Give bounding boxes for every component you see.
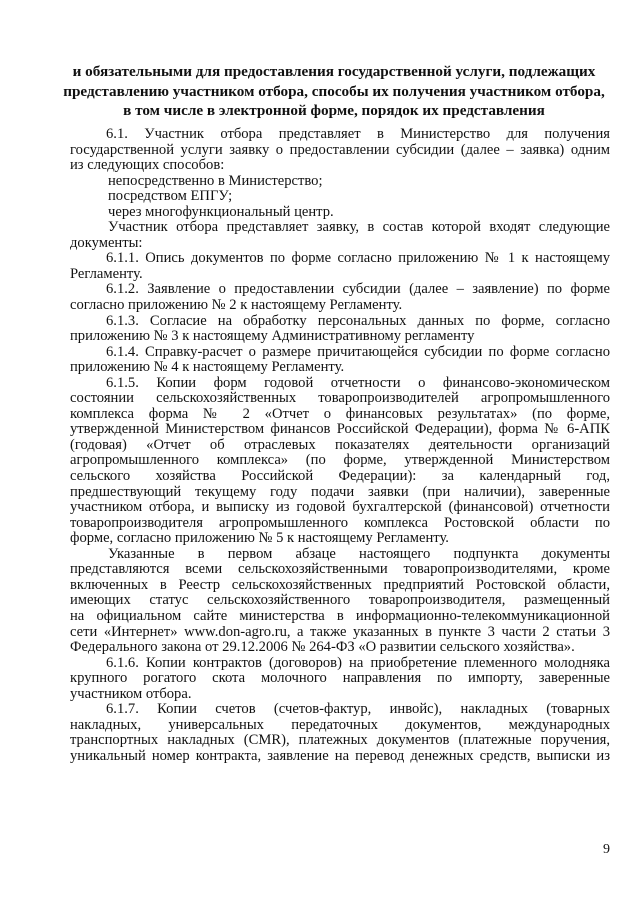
text-line: сети «Интернет» www.don-agro.ru, а также указанных в пункте 3 части 2 статьи 3 (70, 624, 610, 640)
text-line: транспортных накладных (CMR), платежных документов (платежные поручения, (70, 733, 610, 749)
text-line: крупного рогатого скота молочного направления по импорту, заверенные (70, 671, 610, 687)
text-line: государственной услуги заявку о предоставлении субсидии (далее – заявка) одним (70, 142, 610, 158)
text-line: Указанные в первом абзаце настоящего подпункта документы (108, 546, 610, 562)
text-line: 6.1. Участник отбора представляет в Министерство для получения (106, 127, 610, 142)
text-line: уникальный номер контракта, заявление на перевод денежных средств, выписки из (70, 748, 610, 764)
text-line: предшествующий текущему году подачи заявки (при наличии), заверенные (70, 484, 610, 500)
page-number: 9 (603, 842, 610, 857)
text-line: 6.1.5. Копии форм годовой отчетности о финансово-экономическом (106, 375, 610, 391)
document-body (70, 127, 610, 764)
text-line: Участник отбора представляет заявку, в состав которой входят следующие (108, 220, 610, 236)
text-line: непосредственно в Министерство; (108, 172, 323, 189)
text-line: посредством ЕПГУ; (108, 188, 233, 205)
text-line: накладных, универсальных передаточных документов, международных (70, 717, 610, 733)
heading-line-3: в том числе в электронной форме, порядок их представления (123, 102, 545, 119)
text-line: имеющих статус сельскохозяйственного товаропроизводителя, размещенный (70, 593, 610, 609)
text-line: состоянии сельскохозяйственных товаропроизводителей агропромышленного (70, 391, 610, 407)
text-line: участником отбора. (70, 685, 192, 702)
text-line: комплекса форма № 2 «Отчет о финансовых результатах» (по форме, (70, 406, 610, 422)
text-line: сельского хозяйства Российской Федерации): за календарный год, (70, 469, 610, 485)
text-line: 6.1.3. Согласие на обработку персональных данных по форме, согласно (106, 313, 610, 329)
text-line: товаропроизводителя агропромышленного комплекса Ростовской области по (70, 515, 610, 531)
text-line: 6.1.4. Справку-расчет о размере причитающейся субсидии по форме согласно (106, 344, 610, 360)
heading-line-1: и обязательными для предоставления государственной услуги, подлежащих (72, 63, 596, 80)
text-line: 6.1.7. Копии счетов (счетов-фактур, инвойс), накладных (товарных (106, 702, 610, 718)
text-line: через многофункциональный центр. (108, 203, 334, 220)
text-line: 6.1.6. Копии контрактов (договоров) на приобретение племенного молодняка (106, 655, 610, 671)
text-line: включенных в Реестр сельскохозяйственных предприятий Ростовской области, (70, 577, 610, 593)
text-line: 6.1.1. Опись документов по форме согласно приложению № 1 к настоящему (106, 251, 610, 267)
text-line: участником отбора, и выписку из годовой бухгалтерской (финансовой) отчетности (70, 500, 610, 516)
text-line: Регламенту. (70, 265, 143, 282)
text-line: приложению № 3 к настоящему Административному регламенту (70, 328, 475, 345)
text-line: приложению № 4 к настоящему Регламенту. (70, 359, 345, 376)
text-line: 6.1.2. Заявление о предоставлении субсидии (далее – заявление) по форме (106, 282, 610, 298)
text-line: Федерального закона от 29.12.2006 № 264-ФЗ «О развитии сельского хозяйства». (70, 639, 575, 656)
text-line: на официальном сайте министерства в информационно-телекоммуникационной (70, 608, 610, 624)
text-line: документы: (70, 234, 143, 251)
text-line: агропромышленного комплекса» (по форме, утвержденной Министерством (70, 453, 610, 469)
text-line: (годовая) «Отчет об отраслевых показателях деятельности организаций (70, 437, 610, 453)
text-line: представляются всеми сельскохозяйственными товаропроизводителями, кроме (70, 562, 610, 578)
section-heading (60, 62, 608, 121)
text-line: согласно приложению № 2 к настоящему Регламенту. (70, 297, 403, 314)
text-line: утвержденной Министерством финансов Российской Федерации), форма № 6-АПК (70, 422, 610, 438)
text-line: форме, согласно приложению № 5 к настоящему Регламенту. (70, 530, 449, 547)
text-line: из следующих способов: (70, 157, 225, 174)
heading-line-2: представлению участником отбора, способы их получения участником отбора, (63, 82, 605, 100)
